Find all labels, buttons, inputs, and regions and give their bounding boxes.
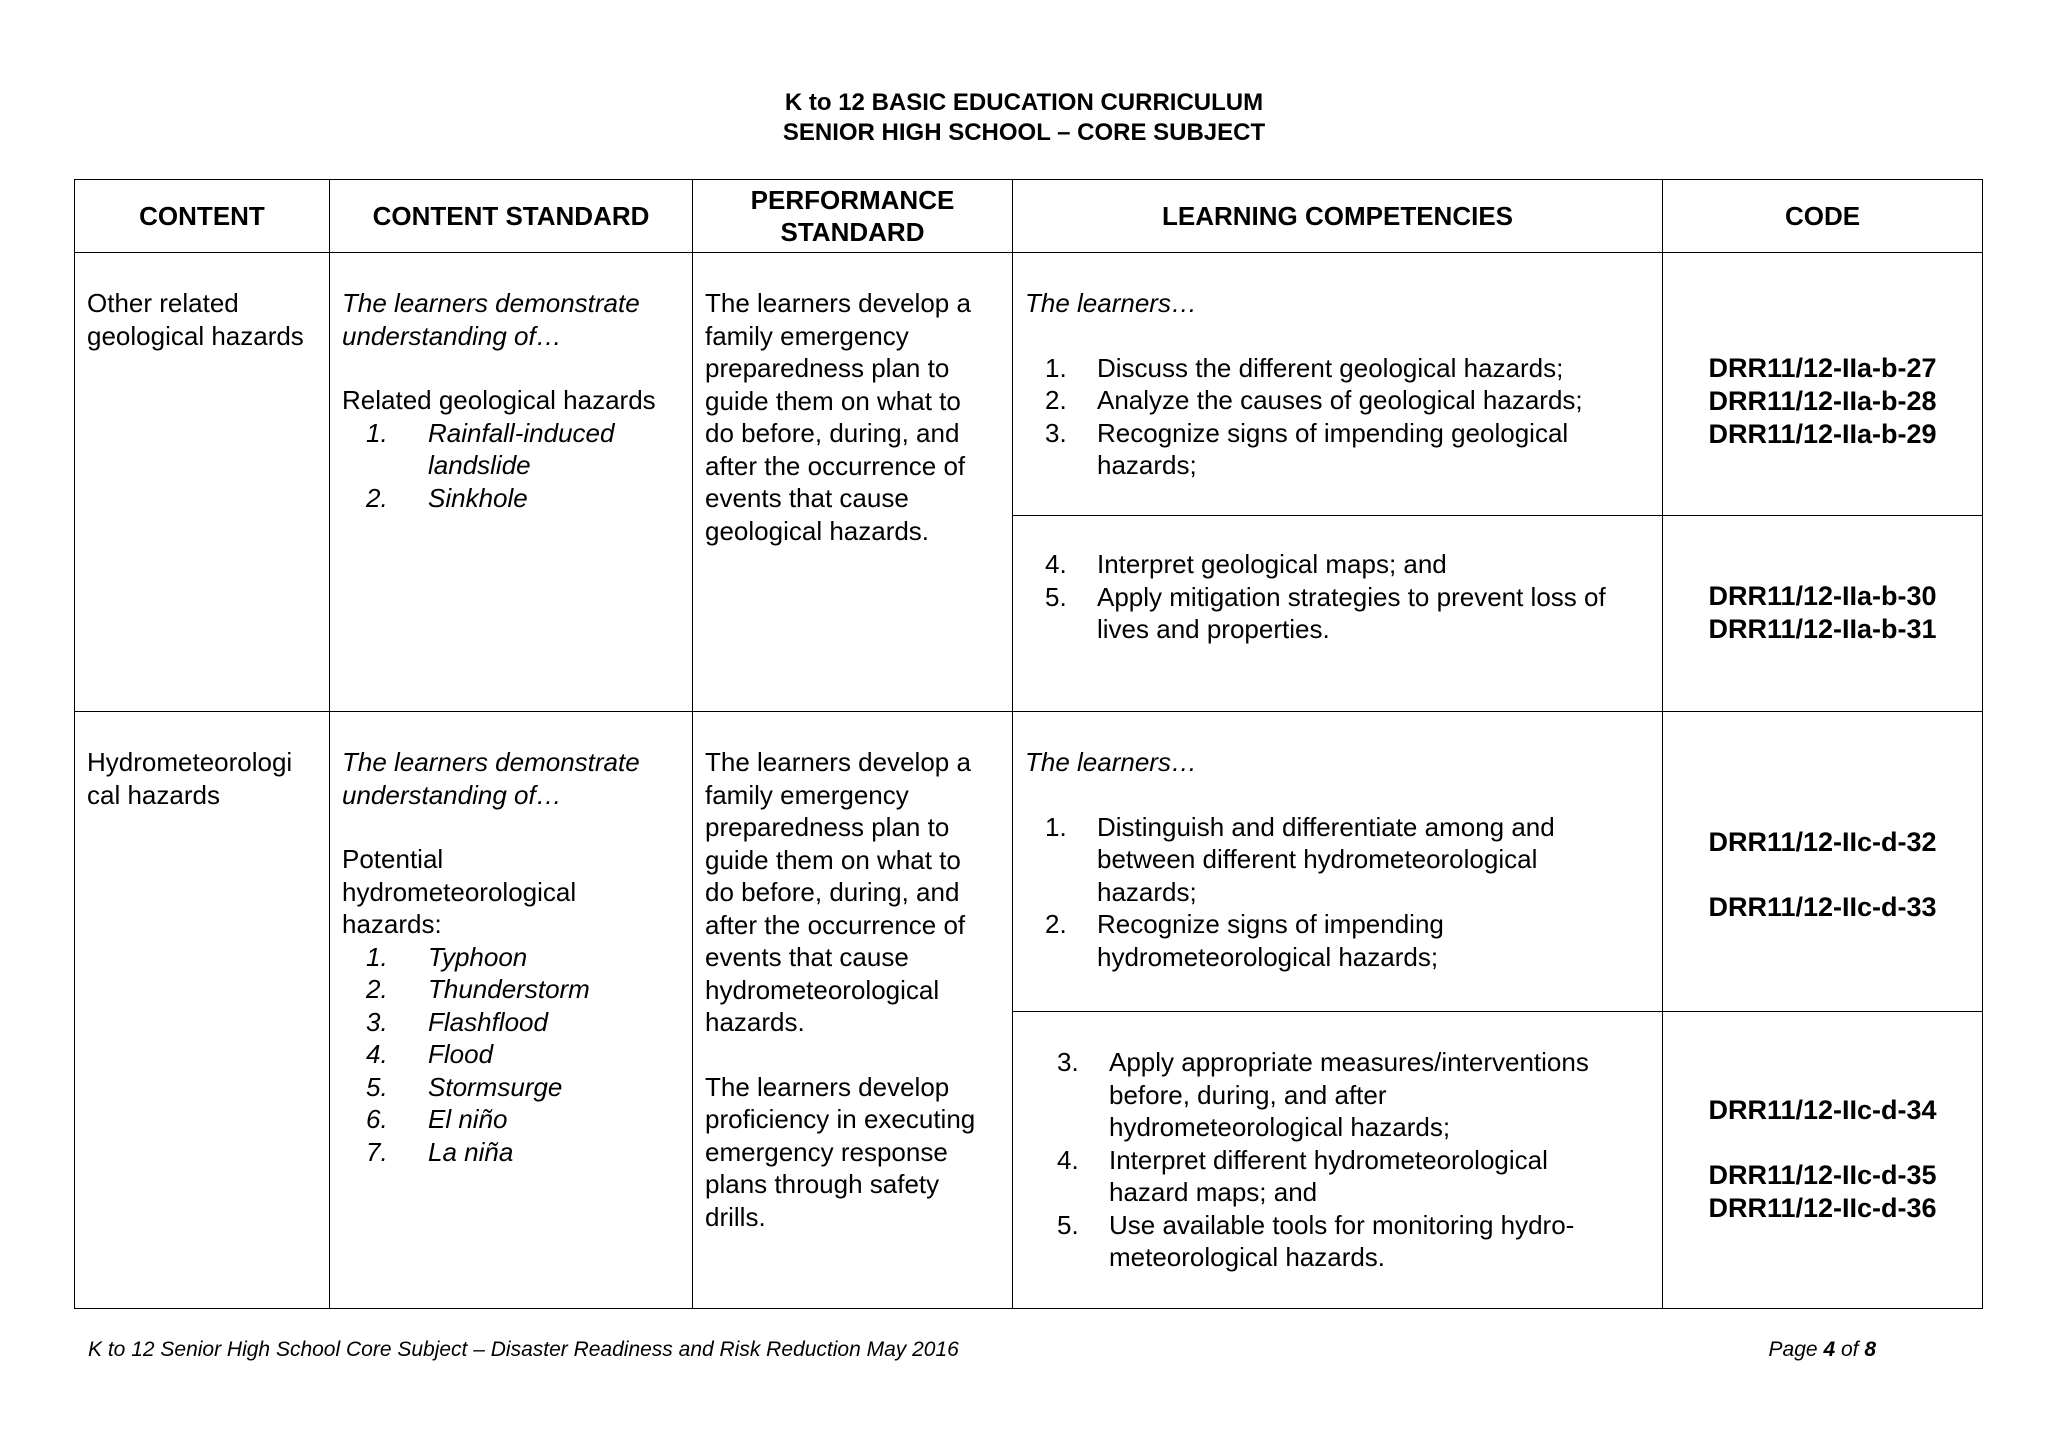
code-cell bbox=[1663, 516, 1983, 712]
competency-number: 4. bbox=[1057, 1144, 1079, 1175]
competency-code: DRR11/12-IIa-b-27 bbox=[1708, 353, 1937, 383]
list-number: 6. bbox=[366, 1104, 388, 1134]
performance-text: events that cause bbox=[705, 942, 909, 972]
list-item bbox=[342, 1006, 680, 1039]
list-item-text: Rainfall-induced bbox=[428, 417, 615, 448]
list-number: 2. bbox=[366, 974, 388, 1004]
list-item bbox=[342, 1071, 680, 1104]
list-item bbox=[342, 1103, 680, 1136]
list-item bbox=[342, 1136, 680, 1169]
page-of: of bbox=[1835, 1338, 1865, 1361]
competency-text: before, during, and after bbox=[1109, 1079, 1387, 1110]
competency-text: hydrometeorological hazards; bbox=[1109, 1112, 1451, 1142]
competency-text: Recognize signs of impending geological bbox=[1097, 417, 1569, 448]
performance-text: preparedness plan to bbox=[705, 812, 950, 842]
competency-text: between different hydrometeorological bbox=[1097, 844, 1538, 874]
col-header-content-standard: CONTENT STANDARD bbox=[330, 180, 693, 253]
page-total: 8 bbox=[1864, 1338, 1876, 1361]
performance-text: preparedness plan to bbox=[705, 353, 950, 383]
performance-text: The learners develop a bbox=[705, 288, 971, 318]
competency-text: lives and properties. bbox=[1097, 614, 1330, 644]
performance-text: family emergency bbox=[705, 320, 909, 351]
content-text: geological hazards bbox=[87, 320, 304, 351]
list-item bbox=[342, 482, 680, 515]
document-header bbox=[0, 88, 2048, 148]
competency-text: Discuss the different geological hazards; bbox=[1097, 352, 1564, 383]
content-standard-cell bbox=[330, 712, 693, 1309]
competencies-cell bbox=[1013, 1012, 1663, 1309]
content-standard-topic: hydrometeorological bbox=[342, 876, 577, 907]
competency-text: Interpret different hydrometeorological bbox=[1109, 1144, 1548, 1175]
competency-number: 5. bbox=[1057, 1209, 1079, 1240]
list-item bbox=[342, 417, 680, 482]
content-standard-intro: The learners demonstrate bbox=[342, 747, 640, 777]
competency-code: DRR11/12-IIc-d-32 bbox=[1708, 827, 1937, 857]
list-item-text: La niña bbox=[428, 1136, 514, 1167]
content-standard-topic: Potential bbox=[342, 844, 444, 874]
competency-number: 2. bbox=[1045, 909, 1067, 939]
list-item-text: Thunderstorm bbox=[428, 974, 590, 1004]
competency-list bbox=[1025, 548, 1650, 646]
competency-item bbox=[1025, 417, 1650, 482]
code-cell bbox=[1663, 712, 1983, 1012]
list-item-text: landslide bbox=[428, 450, 531, 480]
competency-text: Distinguish and differentiate among and bbox=[1097, 811, 1555, 842]
learners-intro: The learners… bbox=[1025, 747, 1197, 777]
list-number: 1. bbox=[366, 417, 388, 448]
competency-text: hazards; bbox=[1097, 876, 1197, 907]
page-number bbox=[1769, 1338, 1876, 1362]
competency-item bbox=[1025, 908, 1650, 973]
page-prefix: Page bbox=[1768, 1338, 1824, 1361]
list-item bbox=[342, 941, 680, 974]
list-item-text: Flashflood bbox=[428, 1006, 548, 1037]
content-standard-intro: understanding of… bbox=[342, 320, 562, 351]
competency-item bbox=[1025, 352, 1650, 385]
competency-text: Use available tools for monitoring hydro- bbox=[1109, 1209, 1575, 1240]
list-item-text: Stormsurge bbox=[428, 1071, 563, 1102]
competency-code: DRR11/12-IIa-b-31 bbox=[1708, 614, 1937, 644]
competency-code: DRR11/12-IIa-b-29 bbox=[1708, 419, 1937, 449]
content-text: Hydrometeorologi bbox=[87, 747, 293, 777]
performance-text: events that cause bbox=[705, 483, 909, 513]
col-header-performance-standard bbox=[693, 180, 1013, 253]
content-cell bbox=[75, 712, 330, 1309]
competency-number: 1. bbox=[1045, 352, 1067, 383]
table-header-row bbox=[75, 180, 1983, 253]
competency-text: hazard maps; and bbox=[1109, 1177, 1318, 1207]
footer-text: K to 12 Senior High School Core Subject – Disaster Readiness and Risk Reduction May 2016 bbox=[88, 1338, 959, 1361]
competencies-cell bbox=[1013, 712, 1663, 1012]
table-row bbox=[75, 712, 1983, 1012]
competency-code: DRR11/12-IIc-d-36 bbox=[1708, 1193, 1937, 1223]
performance-text: The learners develop bbox=[705, 1071, 950, 1102]
list-number: 7. bbox=[366, 1136, 388, 1167]
competency-item bbox=[1025, 1144, 1650, 1209]
page-current: 4 bbox=[1823, 1338, 1836, 1361]
competency-number: 2. bbox=[1045, 385, 1067, 415]
performance-text: family emergency bbox=[705, 779, 909, 810]
list-number: 5. bbox=[366, 1071, 388, 1102]
performance-standard-cell bbox=[693, 253, 1013, 712]
content-cell bbox=[75, 253, 330, 712]
content-standard-intro: The learners demonstrate bbox=[342, 288, 640, 318]
competency-code: DRR11/12-IIc-d-35 bbox=[1708, 1160, 1937, 1190]
performance-text: plans through safety bbox=[705, 1169, 940, 1199]
performance-text: proficiency in executing bbox=[705, 1104, 976, 1134]
hazard-list bbox=[342, 941, 680, 1169]
competency-text: Recognize signs of impending bbox=[1097, 909, 1444, 939]
list-item-text: Flood bbox=[428, 1039, 494, 1069]
col-header-content: CONTENT bbox=[75, 180, 330, 253]
col-header-code: CODE bbox=[1663, 180, 1983, 253]
competency-number: 1. bbox=[1045, 811, 1067, 842]
competency-list bbox=[1025, 1046, 1650, 1274]
header-title: K to 12 BASIC EDUCATION CURRICULUM bbox=[784, 89, 1264, 116]
performance-text: geological hazards. bbox=[705, 515, 930, 546]
header-subtitle: SENIOR HIGH SCHOOL – CORE SUBJECT bbox=[782, 119, 1266, 146]
code-cell bbox=[1663, 1012, 1983, 1309]
performance-text: after the occurrence of bbox=[705, 450, 966, 481]
competency-text: Apply mitigation strategies to prevent loss of bbox=[1097, 581, 1606, 612]
competency-number: 3. bbox=[1045, 417, 1067, 448]
learners-intro: The learners… bbox=[1025, 288, 1197, 318]
competency-text: Apply appropriate measures/interventions bbox=[1109, 1047, 1589, 1077]
competency-text: hazards; bbox=[1097, 450, 1197, 480]
performance-text: hazards. bbox=[705, 1007, 805, 1037]
content-text: Other related bbox=[87, 288, 239, 318]
list-item-text: El niño bbox=[428, 1104, 508, 1134]
content-standard-cell bbox=[330, 253, 693, 712]
list-item-text: Sinkhole bbox=[428, 482, 528, 513]
content-standard-topic: hazards: bbox=[342, 909, 442, 939]
competency-text: meteorological hazards. bbox=[1109, 1242, 1386, 1272]
list-item bbox=[342, 1038, 680, 1071]
competency-code: DRR11/12-IIa-b-30 bbox=[1708, 581, 1937, 611]
performance-text: hydrometeorological bbox=[705, 974, 940, 1005]
list-number: 3. bbox=[366, 1006, 388, 1037]
competency-number: 5. bbox=[1045, 581, 1067, 612]
competency-number: 4. bbox=[1045, 549, 1067, 579]
performance-text: do before, during, and bbox=[705, 877, 960, 907]
competency-item bbox=[1025, 811, 1650, 909]
competency-text: Analyze the causes of geological hazards; bbox=[1097, 385, 1583, 415]
performance-standard-cell bbox=[693, 712, 1013, 1309]
hazard-list bbox=[342, 417, 680, 515]
competency-code: DRR11/12-IIc-d-33 bbox=[1708, 892, 1937, 922]
competency-item bbox=[1025, 1046, 1650, 1144]
list-item bbox=[342, 973, 680, 1006]
content-standard-topic: Related geological hazards bbox=[342, 385, 656, 415]
competency-list bbox=[1025, 352, 1650, 482]
competency-code: DRR11/12-IIc-d-34 bbox=[1708, 1095, 1937, 1125]
competency-item bbox=[1025, 548, 1650, 581]
competency-item bbox=[1025, 581, 1650, 646]
competency-text: hydrometeorological hazards; bbox=[1097, 941, 1439, 972]
col-header-performance-line2: STANDARD bbox=[780, 217, 925, 247]
competencies-cell bbox=[1013, 516, 1663, 712]
competency-item bbox=[1025, 384, 1650, 417]
list-item-text: Typhoon bbox=[428, 941, 528, 972]
table-row bbox=[75, 253, 1983, 516]
performance-text: after the occurrence of bbox=[705, 909, 966, 940]
col-header-learning-competencies: LEARNING COMPETENCIES bbox=[1013, 180, 1663, 253]
competency-item bbox=[1025, 1209, 1650, 1274]
competency-code: DRR11/12-IIa-b-28 bbox=[1708, 386, 1937, 416]
competency-text: Interpret geological maps; and bbox=[1097, 549, 1447, 579]
list-number: 4. bbox=[366, 1039, 388, 1069]
performance-text: guide them on what to bbox=[705, 385, 961, 416]
performance-text: guide them on what to bbox=[705, 844, 961, 875]
curriculum-table bbox=[74, 179, 1983, 1309]
col-header-performance-line1: PERFORMANCE bbox=[750, 185, 955, 215]
code-cell bbox=[1663, 253, 1983, 516]
list-number: 1. bbox=[366, 941, 388, 972]
competencies-cell bbox=[1013, 253, 1663, 516]
performance-text: The learners develop a bbox=[705, 747, 971, 777]
list-number: 2. bbox=[366, 482, 388, 513]
performance-text: emergency response bbox=[705, 1136, 948, 1167]
content-standard-intro: understanding of… bbox=[342, 779, 562, 810]
content-text: cal hazards bbox=[87, 779, 220, 810]
performance-text: drills. bbox=[705, 1201, 766, 1232]
competency-list bbox=[1025, 811, 1650, 974]
competency-number: 3. bbox=[1057, 1047, 1079, 1077]
performance-text: do before, during, and bbox=[705, 418, 960, 448]
